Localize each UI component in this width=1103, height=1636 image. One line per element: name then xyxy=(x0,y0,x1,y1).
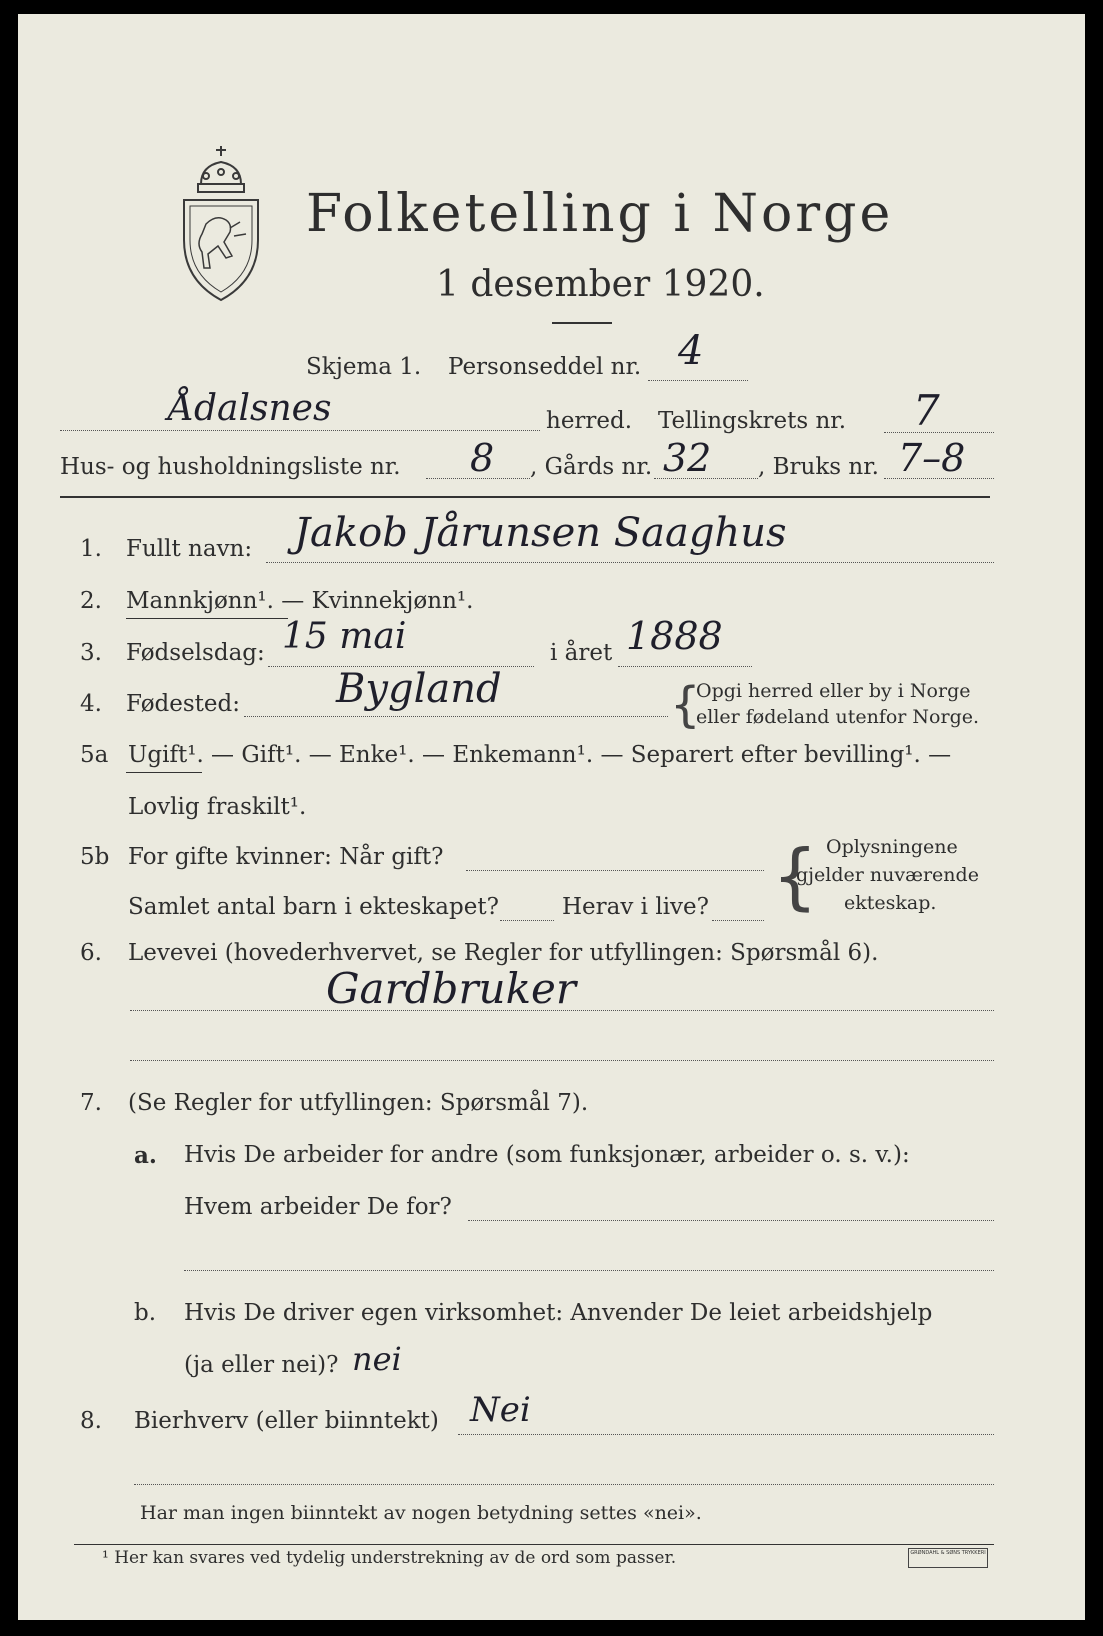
side-income-value: Nei xyxy=(470,1390,531,1430)
employer-line2 xyxy=(184,1270,994,1271)
married-when-label: For gifte kvinner: Når gift? xyxy=(128,844,444,870)
q5b-note-line3: ekteskap. xyxy=(844,892,937,914)
q3-number: 3. xyxy=(80,640,102,666)
q5b-note-line1: Oplysningene xyxy=(826,836,958,858)
q5a-number: 5a xyxy=(80,742,109,768)
marital-status-line2: Lovlig fraskilt¹. xyxy=(128,794,307,820)
birthplace-note-line2: eller fødeland utenfor Norge. xyxy=(696,706,980,728)
schema-label: Skjema 1. xyxy=(306,354,422,380)
printer-stamp-text: GRØNDAHL & SØNS TRYKKERI xyxy=(910,1550,986,1556)
q1-label: Fullt navn: xyxy=(126,536,253,562)
children-count-label: Samlet antal barn i ekteskapet? xyxy=(128,894,499,920)
herred-label: herred. xyxy=(546,408,633,434)
q3-label: Fødselsdag: xyxy=(126,640,265,666)
occupation-value: Gardbruker xyxy=(326,964,576,1013)
q8-number: 8. xyxy=(80,1408,102,1434)
printer-stamp xyxy=(908,1548,988,1568)
gards-label: , Gårds nr. xyxy=(530,454,653,480)
census-date: 1 desember 1920. xyxy=(436,264,765,305)
children-alive-label: Herav i live? xyxy=(562,894,709,920)
hired-help-value: nei xyxy=(352,1340,402,1378)
birthplace-value: Bygland xyxy=(336,666,502,712)
q4-label: Fødested: xyxy=(126,691,241,717)
q6-number: 6. xyxy=(80,940,102,966)
occupation-label: Levevei (hovederhvervet, se Regler for utfyllingen: Spørsmål 6). xyxy=(128,940,879,966)
personseddel-label: Personseddel nr. xyxy=(448,354,642,380)
year-line xyxy=(618,666,752,667)
q7b-line2: (ja eller nei)? xyxy=(184,1352,339,1378)
q7-label: (Se Regler for utfyllingen: Spørsmål 7). xyxy=(128,1090,589,1116)
bruks-label: , Bruks nr. xyxy=(758,454,879,480)
birthplace-note-line1: Opgi herred eller by i Norge xyxy=(696,680,971,702)
side-income-label: Bierhverv (eller biinntekt) xyxy=(134,1408,439,1434)
coat-of-arms-icon xyxy=(176,144,266,304)
husliste-value: 8 xyxy=(470,436,495,480)
herred-value: Ådalsnes xyxy=(168,388,332,429)
personseddel-line xyxy=(648,380,748,381)
husliste-label: Hus- og husholdningsliste nr. xyxy=(60,454,401,480)
full-name-value: Jakob Jårunsen Saaghus xyxy=(294,510,787,556)
tellingskrets-value: 7 xyxy=(913,386,940,435)
q7b-letter: b. xyxy=(134,1300,157,1326)
herred-line xyxy=(60,430,540,431)
tellingskrets-label: Tellingskrets nr. xyxy=(658,408,847,434)
occupation-line2 xyxy=(130,1060,994,1061)
birthday-value: 15 mai xyxy=(282,616,407,657)
title-divider xyxy=(552,322,612,324)
year-label: i året xyxy=(550,640,613,666)
ugift-underline xyxy=(126,772,202,773)
q5b-note-line2: gjelder nuværende xyxy=(796,864,979,886)
footer-divider xyxy=(74,1544,994,1545)
married-when-line xyxy=(466,870,764,871)
q7a-line2: Hvem arbeider De for? xyxy=(184,1194,452,1220)
children-count-line xyxy=(500,920,554,921)
q4-number: 4. xyxy=(80,691,102,717)
marital-status-options: Ugift¹. — Gift¹. — Enke¹. — Enkemann¹. — Separert efter bevilling¹. — xyxy=(128,742,952,768)
q7-number: 7. xyxy=(80,1090,102,1116)
q7a-letter: a. xyxy=(134,1142,157,1169)
form-title: Folketelling i Norge xyxy=(306,184,894,244)
bruks-value: 7–8 xyxy=(898,436,966,480)
birth-year-value: 1888 xyxy=(626,614,723,658)
gards-value: 32 xyxy=(663,436,712,480)
employer-line1 xyxy=(468,1220,994,1221)
personseddel-value: 4 xyxy=(678,328,704,374)
children-alive-line xyxy=(712,920,764,921)
q4-note-brace: { xyxy=(670,677,701,733)
q1-number: 1. xyxy=(80,536,102,562)
side-income-line1 xyxy=(458,1434,994,1435)
footnote: ¹ Her kan svares ved tydelig understrekning av de ord som passer. xyxy=(102,1548,677,1568)
census-form-sheet xyxy=(18,14,1085,1620)
gender-options: Mannkjønn¹. — Kvinnekjønn¹. xyxy=(126,588,474,614)
q5b-number: 5b xyxy=(80,844,110,870)
q2-number: 2. xyxy=(80,588,102,614)
mannkjonn-underline xyxy=(126,618,288,619)
q1-line xyxy=(266,562,994,563)
q7a-line1: Hvis De arbeider for andre (som funksjonær, arbeider o. s. v.): xyxy=(184,1142,910,1168)
side-income-line2 xyxy=(134,1484,994,1485)
q5b-note-brace: { xyxy=(772,834,818,918)
no-income-note: Har man ingen biinntekt av nogen betydning settes «nei». xyxy=(140,1502,702,1524)
header-divider xyxy=(60,496,990,498)
birthplace-line xyxy=(244,716,668,717)
q7b-line1: Hvis De driver egen virksomhet: Anvender De leiet arbeidshjelp xyxy=(184,1300,933,1326)
